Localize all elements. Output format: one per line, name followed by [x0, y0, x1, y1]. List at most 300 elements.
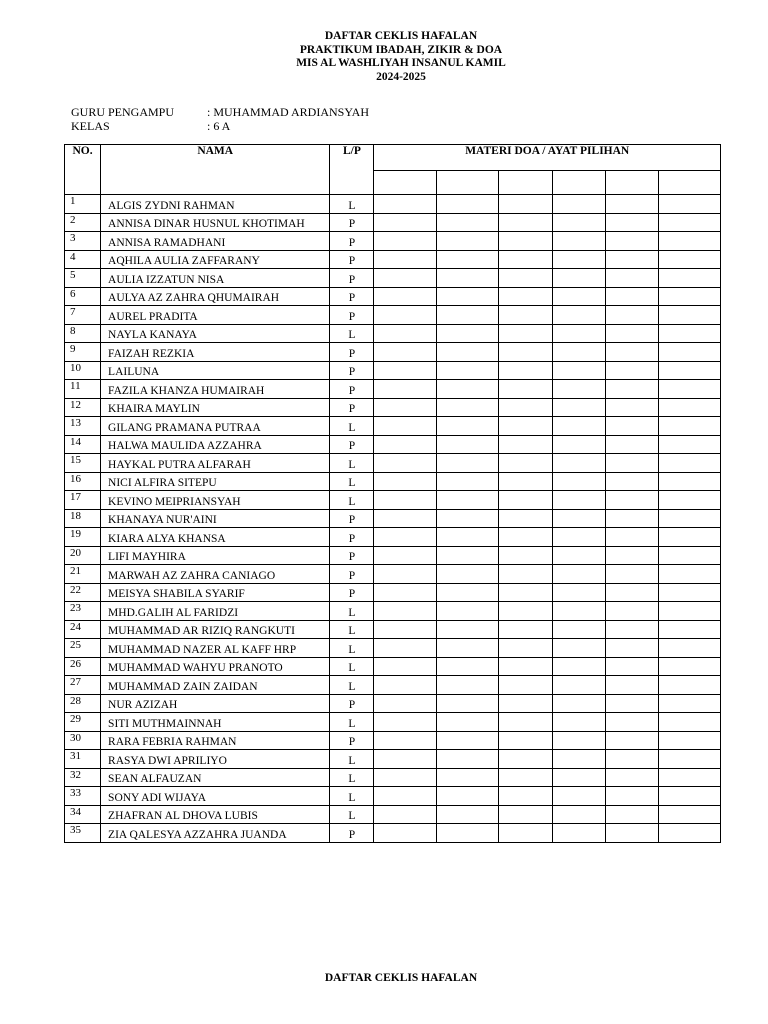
checklist-cell[interactable]	[374, 195, 436, 214]
table-row	[65, 306, 721, 325]
checklist-cell[interactable]	[552, 639, 605, 658]
checklist-cell[interactable]	[436, 491, 498, 510]
checklist-cell[interactable]	[374, 565, 436, 584]
checklist-cell[interactable]	[374, 620, 436, 639]
student-name: LAILUNA	[101, 361, 330, 380]
checklist-cell[interactable]	[552, 195, 605, 214]
checklist-cell[interactable]	[436, 269, 498, 288]
checklist-cell[interactable]	[374, 639, 436, 658]
student-number: 34	[65, 805, 101, 824]
checklist-cell[interactable]	[374, 380, 436, 399]
student-name: MUHAMMAD NAZER AL KAFF HRP	[101, 639, 330, 658]
checklist-cell[interactable]	[436, 546, 498, 565]
checklist-cell[interactable]	[498, 472, 552, 491]
checklist-cell[interactable]	[498, 491, 552, 510]
checklist-cell[interactable]	[374, 750, 436, 769]
student-name: SEAN ALFAUZAN	[101, 768, 330, 787]
checklist-cell[interactable]	[552, 546, 605, 565]
student-name: MUHAMMAD ZAIN ZAIDAN	[101, 676, 330, 695]
student-number: 14	[65, 435, 101, 454]
checklist-cell[interactable]	[605, 306, 658, 325]
student-number: 10	[65, 361, 101, 380]
checklist-cell[interactable]	[498, 805, 552, 824]
checklist-cell[interactable]	[605, 602, 658, 621]
checklist-cell[interactable]	[658, 528, 720, 547]
student-number: 27	[65, 676, 101, 695]
checklist-cell[interactable]	[605, 195, 658, 214]
checklist-cell[interactable]	[605, 213, 658, 232]
checklist-cell[interactable]	[658, 195, 720, 214]
checklist-cell[interactable]	[605, 676, 658, 695]
checklist-cell[interactable]	[552, 787, 605, 806]
checklist-cell[interactable]	[436, 250, 498, 269]
student-gender: L	[330, 787, 374, 806]
table-row	[65, 750, 721, 769]
checklist-cell[interactable]	[436, 195, 498, 214]
checklist-cell[interactable]	[552, 380, 605, 399]
checklist-cell[interactable]	[374, 731, 436, 750]
materi-subheader-cell	[498, 171, 552, 195]
checklist-cell[interactable]	[552, 435, 605, 454]
checklist-cell[interactable]	[498, 528, 552, 547]
checklist-cell[interactable]	[605, 546, 658, 565]
checklist-cell[interactable]	[498, 380, 552, 399]
checklist-cell[interactable]	[552, 250, 605, 269]
checklist-cell[interactable]	[552, 287, 605, 306]
table-row	[65, 639, 721, 658]
teacher-value: : MUHAMMAD ARDIANSYAH	[207, 105, 370, 119]
student-gender: P	[330, 306, 374, 325]
checklist-cell[interactable]	[605, 583, 658, 602]
checklist-cell[interactable]	[436, 232, 498, 251]
checklist-cell[interactable]	[374, 324, 436, 343]
checklist-cell[interactable]	[605, 787, 658, 806]
checklist-cell[interactable]	[436, 750, 498, 769]
student-gender: P	[330, 824, 374, 843]
checklist-cell[interactable]	[436, 639, 498, 658]
checklist-cell[interactable]	[605, 454, 658, 473]
checklist-cell[interactable]	[436, 602, 498, 621]
checklist-cell[interactable]	[498, 565, 552, 584]
checklist-cell[interactable]	[498, 454, 552, 473]
checklist-cell[interactable]	[374, 768, 436, 787]
table-row	[65, 509, 721, 528]
checklist-cell[interactable]	[498, 620, 552, 639]
table-row	[65, 768, 721, 787]
student-number: 19	[65, 528, 101, 547]
student-name: LIFI MAYHIRA	[101, 546, 330, 565]
checklist-cell[interactable]	[436, 454, 498, 473]
checklist-cell[interactable]	[436, 657, 498, 676]
checklist-cell[interactable]	[658, 213, 720, 232]
checklist-cell[interactable]	[552, 361, 605, 380]
checklist-cell[interactable]	[605, 435, 658, 454]
student-number: 8	[65, 324, 101, 343]
checklist-cell[interactable]	[552, 602, 605, 621]
student-gender: L	[330, 195, 374, 214]
checklist-cell[interactable]	[552, 306, 605, 325]
student-gender: P	[330, 232, 374, 251]
checklist-cell[interactable]	[605, 768, 658, 787]
checklist-cell[interactable]	[436, 583, 498, 602]
checklist-cell[interactable]	[498, 213, 552, 232]
checklist-cell[interactable]	[605, 343, 658, 362]
checklist-cell[interactable]	[374, 269, 436, 288]
checklist-cell[interactable]	[552, 491, 605, 510]
student-gender: L	[330, 454, 374, 473]
checklist-cell[interactable]	[605, 713, 658, 732]
checklist-cell[interactable]	[605, 694, 658, 713]
checklist-cell[interactable]	[605, 639, 658, 658]
checklist-cell[interactable]	[374, 232, 436, 251]
checklist-cell[interactable]	[374, 713, 436, 732]
checklist-cell[interactable]	[658, 731, 720, 750]
checklist-cell[interactable]	[552, 805, 605, 824]
checklist-cell[interactable]	[658, 343, 720, 362]
checklist-cell[interactable]	[436, 676, 498, 695]
checklist-cell[interactable]	[374, 509, 436, 528]
checklist-cell[interactable]	[658, 250, 720, 269]
checklist-cell[interactable]	[436, 417, 498, 436]
checklist-cell[interactable]	[374, 583, 436, 602]
table-row	[65, 805, 721, 824]
checklist-cell[interactable]	[436, 287, 498, 306]
checklist-cell[interactable]	[658, 750, 720, 769]
checklist-cell[interactable]	[552, 343, 605, 362]
checklist-cell[interactable]	[436, 713, 498, 732]
checklist-cell[interactable]	[658, 324, 720, 343]
checklist-cell[interactable]	[658, 620, 720, 639]
checklist-cell[interactable]	[658, 768, 720, 787]
checklist-cell[interactable]	[374, 472, 436, 491]
checklist-cell[interactable]	[498, 824, 552, 843]
checklist-cell[interactable]	[552, 583, 605, 602]
checklist-cell[interactable]	[658, 583, 720, 602]
checklist-cell[interactable]	[605, 417, 658, 436]
checklist-cell[interactable]	[605, 565, 658, 584]
checklist-cell[interactable]	[374, 213, 436, 232]
checklist-cell[interactable]	[498, 750, 552, 769]
checklist-cell[interactable]	[374, 546, 436, 565]
student-gender: P	[330, 361, 374, 380]
checklist-cell[interactable]	[498, 232, 552, 251]
checklist-cell[interactable]	[605, 528, 658, 547]
checklist-cell[interactable]	[436, 472, 498, 491]
checklist-cell[interactable]	[605, 805, 658, 824]
checklist-cell[interactable]	[605, 750, 658, 769]
checklist-cell[interactable]	[498, 195, 552, 214]
checklist-cell[interactable]	[436, 324, 498, 343]
student-name: ZHAFRAN AL DHOVA LUBIS	[101, 805, 330, 824]
checklist-cell[interactable]	[605, 361, 658, 380]
student-name: GILANG PRAMANA PUTRAA	[101, 417, 330, 436]
checklist-cell[interactable]	[374, 398, 436, 417]
checklist-cell[interactable]	[374, 361, 436, 380]
checklist-cell[interactable]	[498, 583, 552, 602]
checklist-cell[interactable]	[374, 417, 436, 436]
checklist-cell[interactable]	[552, 657, 605, 676]
checklist-cell[interactable]	[374, 787, 436, 806]
checklist-cell[interactable]	[605, 232, 658, 251]
student-name: ALGIS ZYDNI RAHMAN	[101, 195, 330, 214]
checklist-cell[interactable]	[436, 306, 498, 325]
student-number: 18	[65, 509, 101, 528]
checklist-cell[interactable]	[605, 509, 658, 528]
checklist-cell[interactable]	[498, 602, 552, 621]
table-row	[65, 213, 721, 232]
checklist-cell[interactable]	[658, 454, 720, 473]
table-row	[65, 232, 721, 251]
checklist-cell[interactable]	[498, 768, 552, 787]
checklist-cell[interactable]	[552, 768, 605, 787]
checklist-cell[interactable]	[658, 435, 720, 454]
checklist-cell[interactable]	[498, 639, 552, 658]
checklist-cell[interactable]	[498, 417, 552, 436]
table-row	[65, 620, 721, 639]
checklist-cell[interactable]	[658, 713, 720, 732]
student-number: 6	[65, 287, 101, 306]
checklist-cell[interactable]	[658, 509, 720, 528]
class-info	[71, 105, 369, 133]
checklist-cell[interactable]	[498, 713, 552, 732]
checklist-cell[interactable]	[552, 398, 605, 417]
student-gender: L	[330, 676, 374, 695]
checklist-cell[interactable]	[436, 343, 498, 362]
checklist-cell[interactable]	[552, 565, 605, 584]
checklist-cell[interactable]	[552, 824, 605, 843]
checklist-cell[interactable]	[552, 454, 605, 473]
checklist-cell[interactable]	[605, 472, 658, 491]
student-name: KHANAYA NUR'AINI	[101, 509, 330, 528]
checklist-cell[interactable]	[552, 472, 605, 491]
student-number: 20	[65, 546, 101, 565]
checklist-cell[interactable]	[605, 731, 658, 750]
checklist-cell[interactable]	[658, 491, 720, 510]
checklist-cell[interactable]	[552, 213, 605, 232]
student-gender: L	[330, 491, 374, 510]
checklist-cell[interactable]	[498, 731, 552, 750]
student-name: SONY ADI WIJAYA	[101, 787, 330, 806]
checklist-cell[interactable]	[605, 380, 658, 399]
checklist-cell[interactable]	[436, 398, 498, 417]
table-row	[65, 602, 721, 621]
checklist-cell[interactable]	[658, 824, 720, 843]
student-number: 25	[65, 639, 101, 658]
checklist-cell[interactable]	[658, 380, 720, 399]
table-row	[65, 417, 721, 436]
table-row	[65, 491, 721, 510]
materi-subheader-cell	[552, 171, 605, 195]
checklist-cell[interactable]	[658, 361, 720, 380]
checklist-cell[interactable]	[374, 454, 436, 473]
table-row	[65, 454, 721, 473]
checklist-cell[interactable]	[605, 287, 658, 306]
checklist-cell[interactable]	[498, 546, 552, 565]
checklist-cell[interactable]	[605, 657, 658, 676]
table-row	[65, 713, 721, 732]
checklist-cell[interactable]	[436, 213, 498, 232]
student-gender: L	[330, 324, 374, 343]
checklist-cell[interactable]	[436, 361, 498, 380]
student-number: 5	[65, 269, 101, 288]
student-number: 2	[65, 213, 101, 232]
checklist-cell[interactable]	[605, 398, 658, 417]
checklist-cell[interactable]	[498, 361, 552, 380]
student-gender: P	[330, 583, 374, 602]
checklist-cell[interactable]	[552, 694, 605, 713]
class-value: : 6 A	[207, 119, 231, 133]
table-row	[65, 361, 721, 380]
checklist-cell[interactable]	[436, 565, 498, 584]
checklist-cell[interactable]	[498, 250, 552, 269]
checklist-cell[interactable]	[374, 250, 436, 269]
checklist-cell[interactable]	[498, 306, 552, 325]
checklist-cell[interactable]	[374, 343, 436, 362]
student-number: 30	[65, 731, 101, 750]
table-row	[65, 269, 721, 288]
teacher-label: GURU PENGAMPU	[71, 105, 175, 119]
checklist-cell[interactable]	[605, 491, 658, 510]
checklist-cell[interactable]	[658, 472, 720, 491]
table-row	[65, 731, 721, 750]
materi-subheader-cell	[658, 171, 720, 195]
checklist-cell[interactable]	[374, 676, 436, 695]
checklist-cell[interactable]	[374, 435, 436, 454]
checklist-cell[interactable]	[552, 731, 605, 750]
checklist-cell[interactable]	[552, 713, 605, 732]
checklist-cell[interactable]	[498, 324, 552, 343]
checklist-cell[interactable]	[436, 694, 498, 713]
checklist-cell[interactable]	[658, 602, 720, 621]
checklist-cell[interactable]	[436, 787, 498, 806]
student-number: 7	[65, 306, 101, 325]
student-name: ZIA QALESYA AZZAHRA JUANDA	[101, 824, 330, 843]
title-line-4: 2024-2025	[376, 70, 426, 83]
student-name: MARWAH AZ ZAHRA CANIAGO	[101, 565, 330, 584]
student-number: 13	[65, 417, 101, 436]
student-name: HALWA MAULIDA AZZAHRA	[101, 435, 330, 454]
student-name: SITI MUTHMAINNAH	[101, 713, 330, 732]
checklist-cell[interactable]	[498, 435, 552, 454]
table-row	[65, 435, 721, 454]
checklist-cell[interactable]	[658, 694, 720, 713]
table-row	[65, 694, 721, 713]
student-gender: L	[330, 417, 374, 436]
checklist-cell[interactable]	[374, 602, 436, 621]
checklist-cell[interactable]	[552, 324, 605, 343]
checklist-cell[interactable]	[658, 306, 720, 325]
table-row	[65, 676, 721, 695]
student-gender: L	[330, 639, 374, 658]
checklist-cell[interactable]	[658, 287, 720, 306]
checklist-cell[interactable]	[374, 528, 436, 547]
checklist-cell[interactable]	[605, 324, 658, 343]
checklist-cell[interactable]	[374, 287, 436, 306]
student-number: 31	[65, 750, 101, 769]
student-name: NICI ALFIRA SITEPU	[101, 472, 330, 491]
checklist-cell[interactable]	[436, 768, 498, 787]
checklist-cell[interactable]	[552, 676, 605, 695]
checklist-cell[interactable]	[552, 620, 605, 639]
checklist-cell[interactable]	[436, 805, 498, 824]
table-row	[65, 787, 721, 806]
checklist-cell[interactable]	[498, 343, 552, 362]
student-number: 4	[65, 250, 101, 269]
student-name: MUHAMMAD AR RIZIQ RANGKUTI	[101, 620, 330, 639]
checklist-cell[interactable]	[498, 398, 552, 417]
student-name: MEISYA SHABILA SYARIF	[101, 583, 330, 602]
checklist-cell[interactable]	[436, 824, 498, 843]
checklist-cell[interactable]	[658, 787, 720, 806]
checklist-cell[interactable]	[374, 824, 436, 843]
checklist-cell[interactable]	[658, 417, 720, 436]
checklist-cell[interactable]	[552, 750, 605, 769]
table-row	[65, 472, 721, 491]
checklist-cell[interactable]	[498, 269, 552, 288]
checklist-cell[interactable]	[374, 306, 436, 325]
checklist-cell[interactable]	[436, 620, 498, 639]
student-gender: P	[330, 213, 374, 232]
checklist-cell[interactable]	[658, 232, 720, 251]
header-no: NO.	[65, 145, 101, 195]
checklist-cell[interactable]	[552, 509, 605, 528]
checklist-cell[interactable]	[436, 731, 498, 750]
checklist-cell[interactable]	[498, 509, 552, 528]
checklist-cell[interactable]	[552, 417, 605, 436]
table-row	[65, 398, 721, 417]
checklist-cell[interactable]	[605, 620, 658, 639]
checklist-cell[interactable]	[658, 269, 720, 288]
student-number: 12	[65, 398, 101, 417]
checklist-cell[interactable]	[605, 824, 658, 843]
checklist-cell[interactable]	[498, 787, 552, 806]
table-row	[65, 528, 721, 547]
header-materi: MATERI DOA / AYAT PILIHAN	[374, 145, 721, 171]
checklist-cell[interactable]	[436, 435, 498, 454]
checklist-cell[interactable]	[374, 657, 436, 676]
table-row	[65, 324, 721, 343]
table-row	[65, 250, 721, 269]
checklist-cell[interactable]	[498, 694, 552, 713]
checklist-cell[interactable]	[498, 657, 552, 676]
checklist-cell[interactable]	[498, 676, 552, 695]
checklist-cell[interactable]	[658, 398, 720, 417]
checklist-cell[interactable]	[552, 528, 605, 547]
checklist-cell[interactable]	[552, 232, 605, 251]
checklist-cell[interactable]	[436, 528, 498, 547]
checklist-cell[interactable]	[658, 546, 720, 565]
checklist-cell[interactable]	[605, 269, 658, 288]
checklist-cell[interactable]	[658, 676, 720, 695]
student-number: 15	[65, 454, 101, 473]
checklist-cell[interactable]	[436, 509, 498, 528]
checklist-cell[interactable]	[658, 805, 720, 824]
checklist-cell[interactable]	[374, 805, 436, 824]
teacher-row	[71, 105, 369, 119]
checklist-cell[interactable]	[552, 269, 605, 288]
checklist-cell[interactable]	[436, 380, 498, 399]
checklist-cell[interactable]	[374, 491, 436, 510]
student-number: 32	[65, 768, 101, 787]
checklist-cell[interactable]	[658, 639, 720, 658]
student-gender: L	[330, 657, 374, 676]
title-line-1: DAFTAR CEKLIS HAFALAN	[324, 30, 478, 42]
checklist-cell[interactable]	[658, 565, 720, 584]
checklist-cell[interactable]	[605, 250, 658, 269]
checklist-cell[interactable]	[658, 657, 720, 676]
checklist-cell[interactable]	[498, 287, 552, 306]
checklist-cell[interactable]	[374, 694, 436, 713]
